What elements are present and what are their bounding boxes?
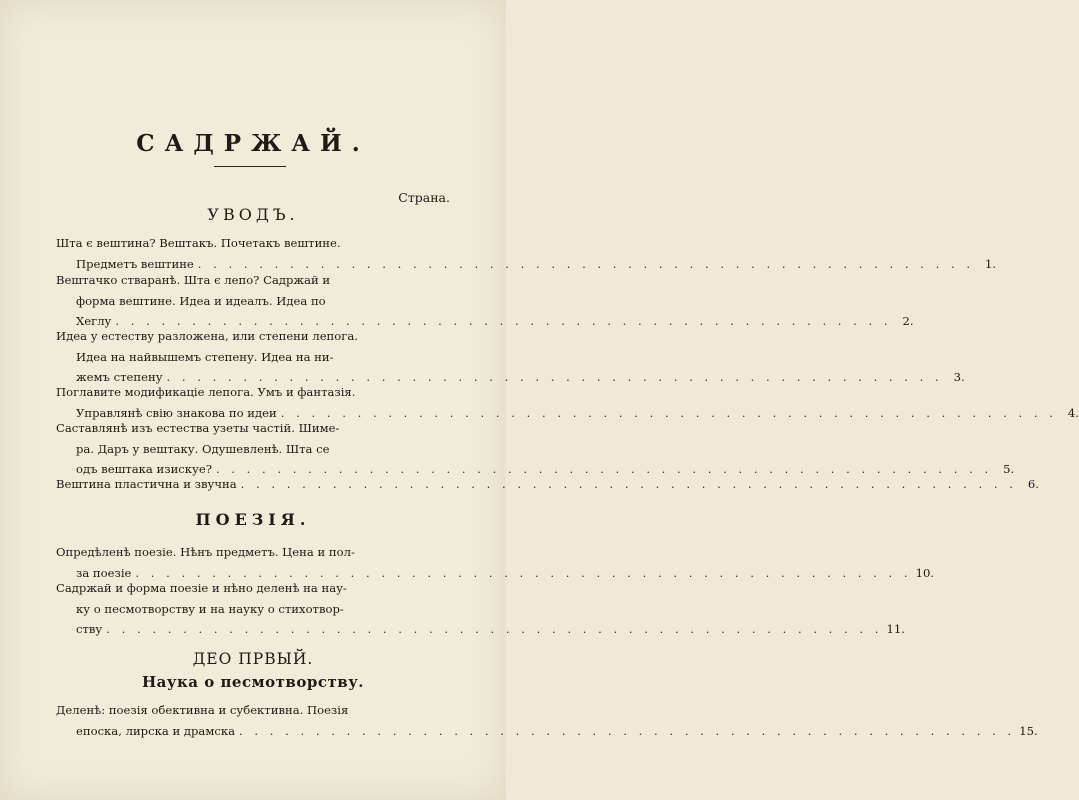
dot-leader: . . . . . . . . . . . . . . . . . . . . . . . . . . . . . . . . . . . . . . . . . . . . . . . . . . . [197, 256, 975, 271]
toc-entry [56, 233, 997, 274]
toc-entry-line: Шта є вештина? Вештакъ. Почетакъ вештине. [56, 236, 341, 250]
page-title: САДРЖАЙ. [136, 130, 370, 157]
toc-page-number: 3. [953, 370, 965, 385]
toc-page-number: 10. [915, 565, 935, 580]
toc-entry [56, 578, 905, 640]
toc-page-number: 2. [902, 314, 914, 329]
toc-entry-line: ку о песмотворству и на науку о стихотвор- [76, 601, 344, 616]
toc-page-number: 15. [1019, 723, 1038, 738]
toc-page-number: 4. [1067, 405, 1079, 420]
toc-entry-text: одъ вештака изискуе? [76, 462, 212, 477]
section-heading-poetry: ПОЕЗIЯ. [195, 510, 311, 529]
toc-entry-text: за поезiе [76, 565, 132, 580]
toc-page-number: 5. [1003, 462, 1015, 477]
toc-entry-last-line [56, 474, 1039, 495]
toc-entry-line: Поглавите модификацiе лепога. Умъ и фантазiя. [56, 385, 356, 399]
toc-entry-line: Идеа на найвышемъ степену. Идеа на ни- [76, 349, 334, 364]
toc-entry-text: Управлянѣ свiю знакова по идеи [76, 405, 277, 420]
dot-leader: . . . . . . . . . . . . . . . . . . . . . . . . . . . . . . . . . . . . . . . . . . . . . . . . . . . [240, 477, 1017, 491]
toc-page-number: 11. [886, 622, 905, 637]
part-subheading: Наука о песмотворству. [141, 673, 365, 691]
toc-entry-text: Хеглу [76, 314, 112, 329]
dot-leader: . . . . . . . . . . . . . . . . . . . . . . . . . . . . . . . . . . . . . . . . . . . . . . . . . . . [166, 370, 943, 385]
dot-leader: . . . . . . . . . . . . . . . . . . . . . . . . . . . . . . . . . . . . . . . . . . . . . . . . . . . [239, 723, 1016, 738]
toc-page-number: 1. [984, 256, 997, 271]
toc-entry [56, 418, 1015, 480]
toc-entry-text: ству [76, 622, 103, 637]
toc-entry-text: Предметъ вештине [76, 256, 194, 271]
dot-leader: . . . . . . . . . . . . . . . . . . . . . . . . . . . . . . . . . . . . . . . . . . . . . . . . . . . [280, 405, 1057, 420]
dot-leader: . . . . . . . . . . . . . . . . . . . . . . . . . . . . . . . . . . . . . . . . . . . . . . . . . . . [135, 565, 912, 580]
toc-entry-text: епоска, лирска и драмска [76, 723, 235, 738]
toc-entry-line: Вештачко стваранѣ. Шта є лепо? Садржай и [56, 273, 331, 287]
toc-entry [56, 700, 1038, 741]
toc-entry [56, 326, 965, 388]
toc-entry-line: Садржай и форма поезiе и нѣно деленѣ на нау- [56, 581, 347, 595]
toc-entry-line: форма вештине. Идеа и идеалъ. Идеа по [76, 293, 326, 308]
toc-entry-line: Деленѣ: поезiя обективна и субективна. Поезiя [56, 703, 349, 717]
part-heading: ДЕО ПРВЫЙ. [192, 650, 314, 668]
toc-entry-line: ра. Даръ у вештаку. Одушевленѣ. Шта се [76, 441, 330, 456]
toc-entry-last-line [56, 619, 905, 640]
toc-entry-text: жемъ степену [76, 370, 163, 385]
dot-leader: . . . . . . . . . . . . . . . . . . . . . . . . . . . . . . . . . . . . . . . . . . . . . . . . . . . [115, 314, 892, 329]
toc-entry-text: Вештина пластична и звучна [56, 477, 237, 491]
toc-page-number: 6. [1027, 477, 1039, 491]
dot-leader: . . . . . . . . . . . . . . . . . . . . . . . . . . . . . . . . . . . . . . . . . . . . . . . . . . . [106, 622, 883, 637]
toc-entry-line: Идеа у естеству разложена, или степени лепога. [56, 329, 358, 343]
toc-entry [56, 474, 1039, 495]
dot-leader: . . . . . . . . . . . . . . . . . . . . . . . . . . . . . . . . . . . . . . . . . . . . . . . . . . . [215, 462, 993, 477]
toc-entry-line: Опредѣленѣ поезiе. Нѣнъ предметъ. Цена и пол- [56, 545, 355, 559]
page-column-label: Страна. [398, 190, 450, 205]
toc-entry-last-line [56, 721, 1038, 742]
title-divider [214, 166, 286, 167]
toc-entry-line: Саставлянѣ изъ естества узеты частiй. Шиме- [56, 421, 340, 435]
toc-entry [56, 270, 914, 332]
section-heading-intro: УВОДЪ. [207, 205, 299, 224]
